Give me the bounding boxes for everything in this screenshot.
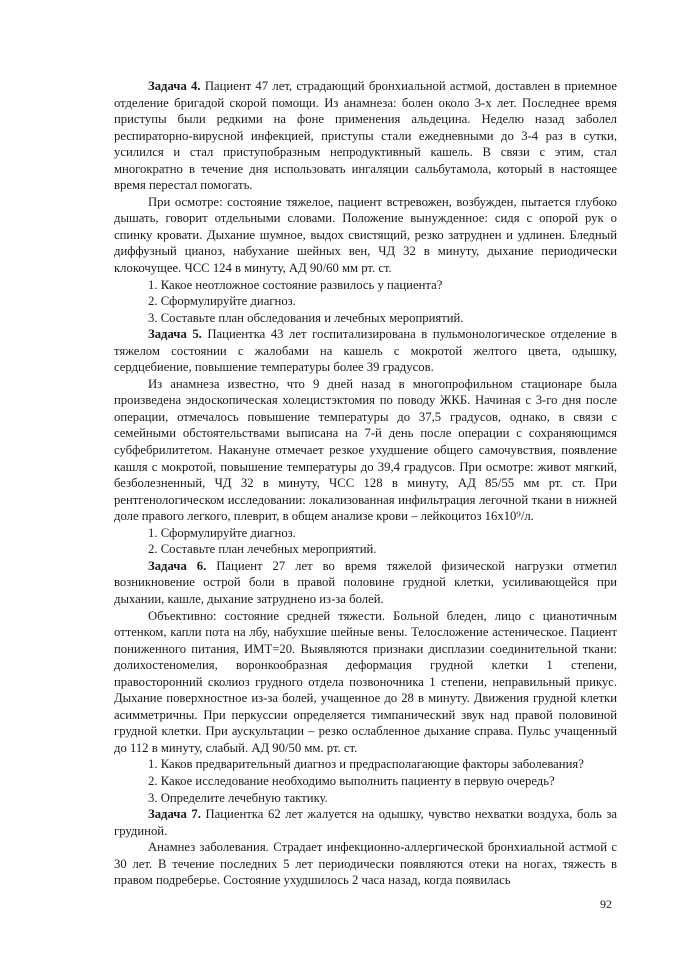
body-paragraph (114, 839, 617, 889)
paragraph-text: 2. Составьте план лечебных мероприятий. (148, 542, 377, 557)
page-number: 92 (600, 897, 612, 911)
paragraph-text: 2. Какое исследование необходимо выполнить пациенту в первую очередь? (148, 773, 555, 788)
question-item (114, 293, 617, 310)
paragraph-text: 1. Каков предварительный диагноз и предрасполагающие факторы заболевания? (148, 757, 584, 772)
paragraph-text: 2. Сформулируйте диагноз. (148, 294, 296, 309)
task-paragraph (114, 78, 617, 194)
paragraph-text: Пациент 47 лет, страдающий бронхиальной астмой, доставлен в приемное отделение бригадой скорой помощи. Из анамнеза: болен около 3-х лет. Последнее время приступы были редкими на фоне применения альдецина. Неделю назад заболел респираторно-вирусной инфекцией, приступы стали ежедневными до 3-4 раз в сутки, усилился и стал приступобразным непродуктивный кашель. В связи с этим, стал многократно в течение дня использовать ингаляции сальбутамола, который в настоящее время перестал помогать. (114, 79, 617, 193)
paragraph-text: 3. Составьте план обследования и лечебных мероприятий. (148, 310, 464, 325)
paragraph-text: 1. Какое неотложное состояние развилось у пациента? (148, 277, 443, 292)
paragraph-text: Пациентка 43 лет госпитализирована в пульмонологическое отделение в тяжелом состоянии с жалобами на кашель с мокротой желтого цвета, одышку, сердцебиение, повышение температуры более 39 градусов. (114, 327, 617, 375)
paragraph-text: Объективно: состояние средней тяжести. Больной бледен, лицо с цианотичным оттенком, капли пота на лбу, набухшие шейные вены. Телосложение астеническое. Пациент пониженного питания, ИМТ=20. Выявляются признаки дисплазии соединительной ткани: долихостеномелия, воронкообразная деформация грудной клетки 1 степени, правосторонний сколиоз грудного отдела позвоночника 1 степени, неправильный прикус. Дыхание поверхностное из-за болей, учащенное до 28 в минуту. Движения грудной клетки асимметричны. При перкуссии определяется тимпанический звук над правой половиной грудной клетки. При аускультации – резко ослабленное дыхание справа. Пульс учащенный до 112 в минуту, слабый. АД 90/50 мм. рт. ст. (114, 608, 617, 755)
question-item (114, 773, 617, 790)
question-item (114, 541, 617, 558)
paragraph-text: Пациент 27 лет во время тяжелой физической нагрузки отметил возникновение острой боли в правой половине грудной клетки, усиливающейся при дыхании, кашле, дыхание затруднено из-за болей. (114, 558, 618, 606)
question-item (114, 756, 617, 773)
task-heading: Задача 6. (148, 558, 207, 573)
task-paragraph (114, 558, 617, 608)
body-paragraph (114, 376, 617, 525)
paragraph-text: 1. Сформулируйте диагноз. (148, 525, 296, 540)
question-item (114, 790, 617, 807)
page-content (114, 78, 617, 889)
question-item (114, 277, 617, 294)
question-item (114, 525, 617, 542)
task-heading: Задача 4. (148, 79, 201, 93)
task-heading: Задача 5. (148, 327, 202, 342)
paragraph-text: Пациентка 62 лет жалуется на одышку, чувство нехватки воздуха, боль за грудиной. (114, 807, 617, 838)
task-paragraph (114, 326, 617, 376)
paragraph-text: Анамнез заболевания. Страдает инфекционно-аллергической бронхиальной астмой с 30 лет. В течение последних 5 лет периодически появляются отеки на ногах, тяжесть в правом подреберье. Состояние ухудшилось 2 часа назад, когда появилась (114, 840, 617, 888)
paragraph-text: Из анамнеза известно, что 9 дней назад в многопрофильном стационаре была произведена эндоскопическая холецистэктомия по поводу ЖКБ. Начиная с 3-го дня после операции, отмечалось повышение температуры до 37,5 градусов, однако, в связи с семейными обстоятельствами выписана на 7-й день после операции с сохраняющимся субфебрилитетом. Накануне отмечает резкое ухудшение общего самочувствия, появление кашля с мокротой, повышение температуры до 39,4 градусов. При осмотре: живот мягкий, безболезненный, ЧД 32 в минуту, ЧСС 128 в минуту, АД 85/55 мм рт. ст. При рентгенологическом исследовании: локализованная инфильтрация легочной ткани в нижней доле правого легкого, плеврит, в общем анализе крови – лейкоцитоз 16х10⁹/л. (114, 376, 617, 524)
paragraph-text: 3. Определите лечебную тактику. (148, 790, 328, 805)
body-paragraph (114, 194, 617, 277)
paragraph-text: При осмотре: состояние тяжелое, пациент встревожен, возбужден, пытается глубоко дышать, говорит отдельными словами. Положение вынужденное: сидя с опорой рук о спинку кровати. Дыхание шумное, выдох свистящий, резко затруднен и удлинен. Бледный диффузный цианоз, набухание шейных вен, ЧД 32 в минуту, дыхание периодически клокочущее. ЧСС 124 в минуту, АД 90/60 мм рт. ст. (114, 194, 617, 276)
task-paragraph (114, 806, 617, 839)
body-paragraph (114, 608, 617, 757)
question-item (114, 310, 617, 327)
task-heading: Задача 7. (148, 807, 201, 822)
